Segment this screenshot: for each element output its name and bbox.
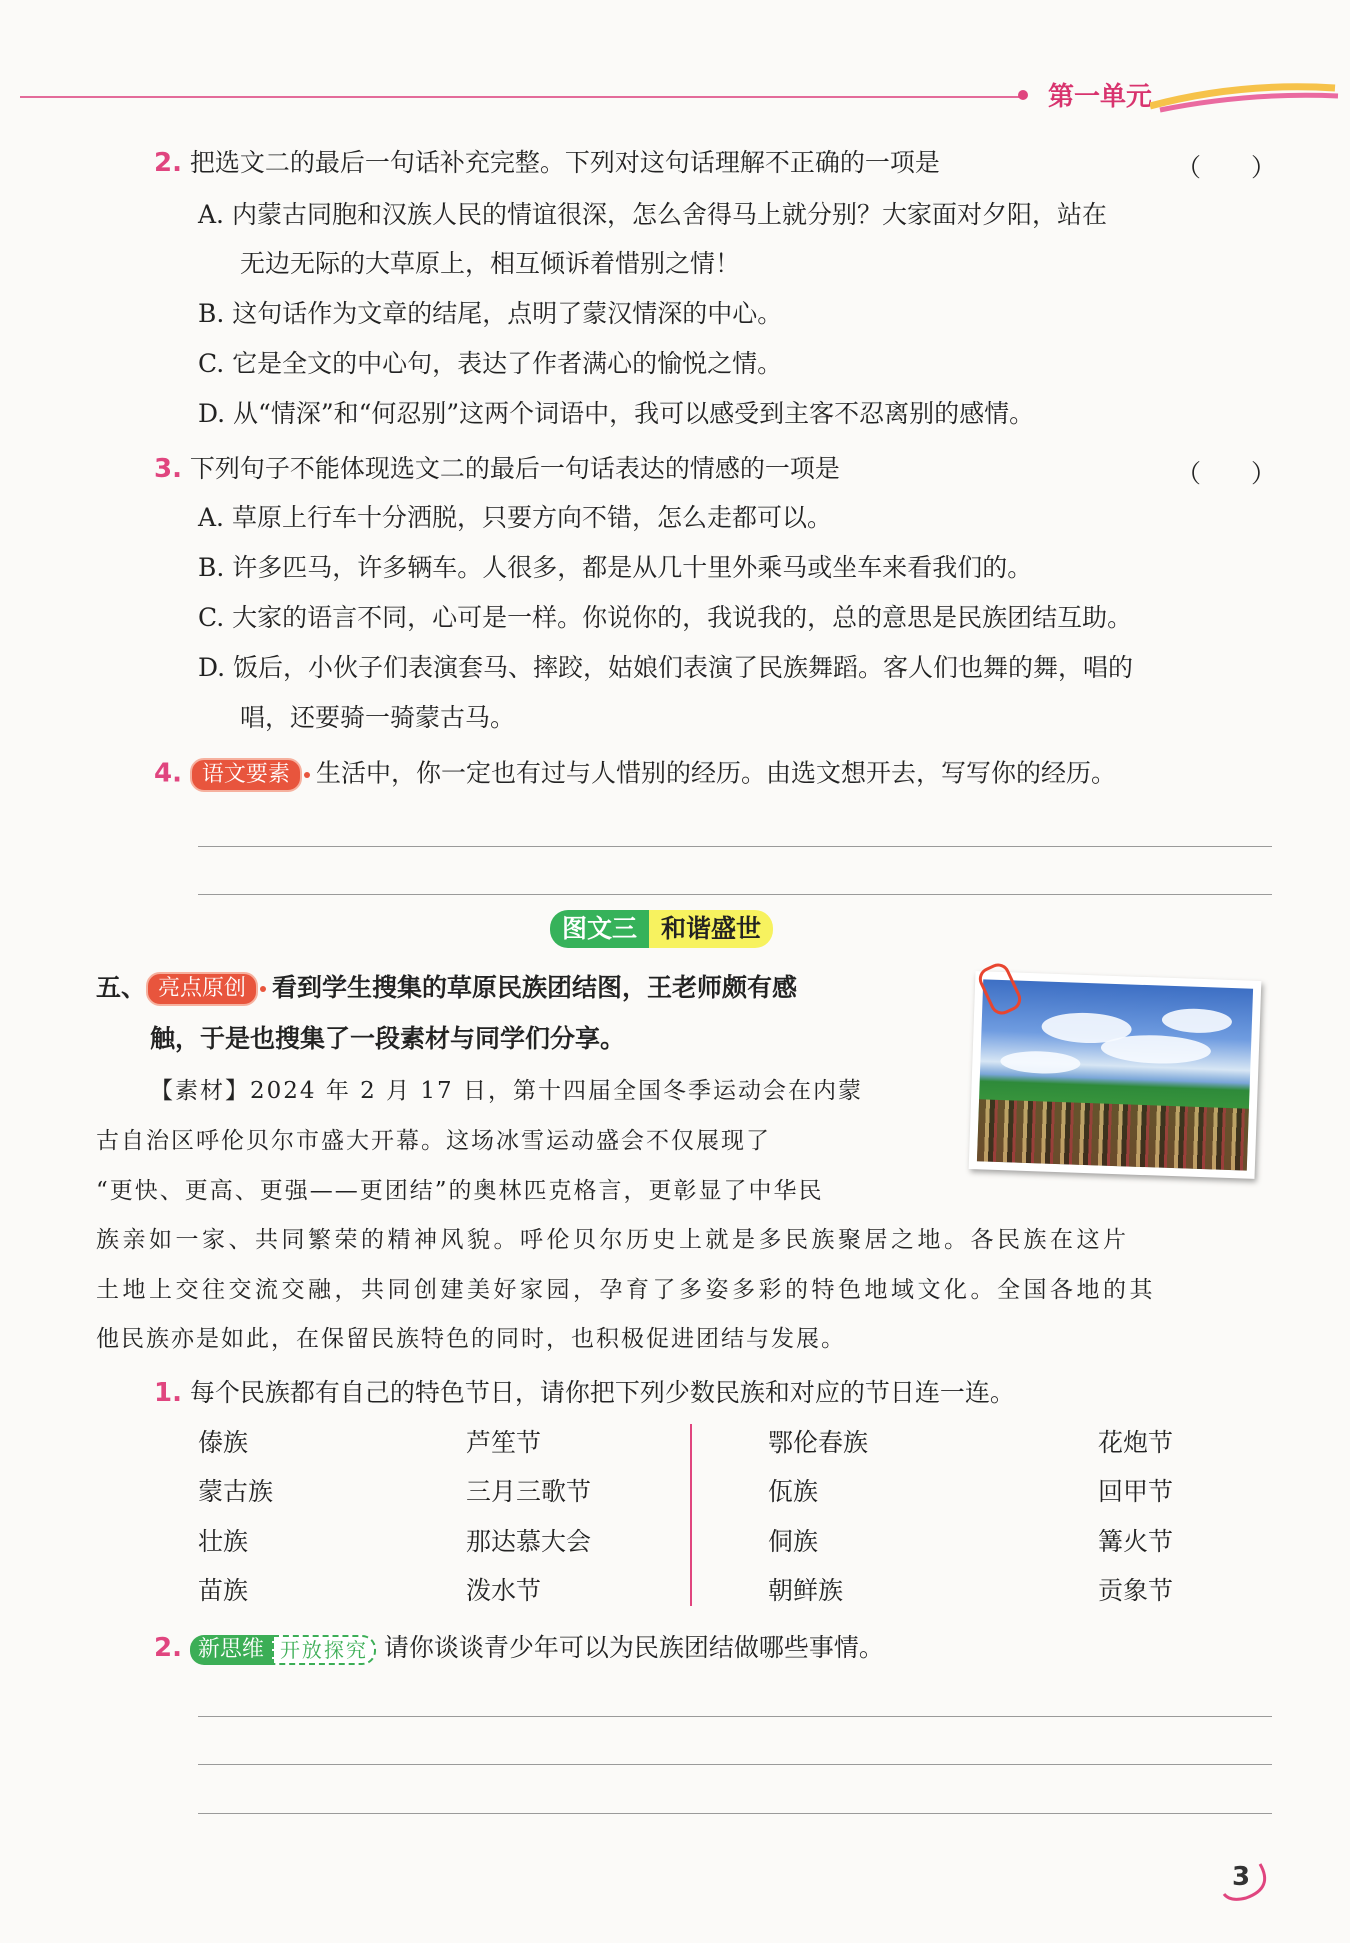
- material-line: 【素材】2024 年 2 月 17 日，第十四届全国冬季运动会在内蒙: [150, 1078, 863, 1104]
- ethnic-group[interactable]: 苗族: [198, 1576, 249, 1605]
- badge-xin-siwei: 新思维: [190, 1635, 272, 1665]
- option-a: A. 草原上行车十分洒脱，只要方向不错，怎么走都可以。: [198, 503, 832, 532]
- festival[interactable]: 回甲节: [1098, 1477, 1174, 1506]
- answer-line[interactable]: [198, 846, 1272, 847]
- festival[interactable]: 那达慕大会: [466, 1527, 592, 1556]
- page-number-swirl: [1220, 1858, 1270, 1906]
- answer-line[interactable]: [198, 1813, 1272, 1814]
- festival[interactable]: 芦笙节: [466, 1428, 542, 1457]
- badge-liangdian-yuanchuang: 亮点原创: [146, 972, 258, 1006]
- ethnic-group[interactable]: 佤族: [768, 1477, 819, 1506]
- header-dot: [1018, 90, 1028, 100]
- header-rule: [20, 96, 1020, 98]
- option-d: D. 从“情深”和“何忍别”这两个词语中，我可以感受到主客不忍离别的感情。: [198, 399, 1035, 428]
- question-stem: 请你谈谈青少年可以为民族团结做哪些事情。: [383, 1633, 884, 1662]
- question-2: 2. 把选文二的最后一句话补充完整。下列对这句话理解不正确的一项是: [154, 148, 940, 178]
- answer-parentheses[interactable]: （ ）: [1176, 153, 1277, 182]
- intro-text: 看到学生搜集的草原民族团结图，王老师颇有感: [272, 973, 798, 1002]
- ethnic-group[interactable]: 朝鲜族: [768, 1576, 844, 1605]
- option-b: B. 这句话作为文章的结尾，点明了蒙汉情深的中心。: [198, 299, 783, 328]
- option-d: D. 饭后，小伙子们表演套马、摔跤，姑娘们表演了民族舞蹈。客人们也舞的舞，唱的: [198, 653, 1134, 682]
- festival[interactable]: 篝火节: [1098, 1527, 1174, 1556]
- option-d-cont: 唱，还要骑一骑蒙古马。: [240, 703, 516, 732]
- festival[interactable]: 三月三歌节: [466, 1477, 592, 1506]
- part-number: 五、: [96, 973, 147, 1002]
- question-4: 4. 语文要素 生活中，你一定也有过与人惜别的经历。由选文想开去，写写你的经历。: [154, 758, 1116, 792]
- answer-parentheses[interactable]: （ ）: [1176, 459, 1277, 488]
- ethnic-group[interactable]: 侗族: [768, 1527, 819, 1556]
- unit-title: 第一单元: [1048, 82, 1153, 112]
- option-c: C. 它是全文的中心句，表达了作者满心的愉悦之情。: [198, 349, 783, 378]
- question-stem: 下列句子不能体现选文二的最后一句话表达的情感的一项是: [189, 454, 840, 483]
- question-3: 3. 下列句子不能体现选文二的最后一句话表达的情感的一项是: [154, 454, 840, 484]
- answer-line[interactable]: [198, 1716, 1272, 1717]
- column-divider: [690, 1424, 692, 1606]
- section-title: 和谐盛世: [649, 910, 773, 948]
- answer-line[interactable]: [198, 894, 1272, 895]
- part-5-question-1: 1. 每个民族都有自己的特色节日，请你把下列少数民族和对应的节日连一连。: [154, 1378, 1015, 1408]
- answer-line[interactable]: [198, 1764, 1272, 1765]
- option-a: A. 内蒙古同胞和汉族人民的情谊很深，怎么舍得马上就分别？大家面对夕阳，站在: [198, 200, 1107, 229]
- option-b: B. 许多匹马，许多辆车。人很多，都是从几十里外乘马或坐车来看我们的。: [198, 553, 1033, 582]
- material-line: “更快、更高、更强——更团结”的奥林匹克格言，更彰显了中华民: [96, 1178, 824, 1204]
- part-5-question-2: 2. 新思维 开放探究 请你谈谈青少年可以为民族团结做哪些事情。: [154, 1633, 884, 1663]
- ethnic-group[interactable]: 蒙古族: [198, 1477, 274, 1506]
- crowd: [977, 1099, 1249, 1170]
- material-line: 土地上交往交流交融，共同创建美好家园，孕育了多姿多彩的特色地域文化。全国各地的其: [96, 1277, 1156, 1303]
- material-line: 他民族亦是如此，在保留民族特色的同时，也积极促进团结与发展。: [96, 1326, 846, 1352]
- badge-kaifang-tanjiu: 开放探究: [272, 1635, 376, 1665]
- question-stem: 把选文二的最后一句话补充完整。下列对这句话理解不正确的一项是: [189, 148, 940, 177]
- header-swoosh: [1150, 78, 1340, 114]
- festival[interactable]: 花炮节: [1098, 1428, 1174, 1457]
- ethnic-group[interactable]: 鄂伦春族: [768, 1428, 869, 1457]
- material-line: 古自治区呼伦贝尔市盛大开幕。这场冰雪运动盛会不仅展现了: [96, 1128, 771, 1154]
- badge-yuwen-yaosu: 语文要素: [190, 758, 302, 792]
- page-number: 3: [1232, 1862, 1251, 1892]
- ethnic-group[interactable]: 壮族: [198, 1527, 249, 1556]
- option-a-cont: 无边无际的大草原上，相互倾诉着惜别之情！: [240, 249, 741, 278]
- question-stem: 每个民族都有自己的特色节日，请你把下列少数民族和对应的节日连一连。: [189, 1378, 1015, 1407]
- material-line: 族亲如一家、共同繁荣的精神风貌。呼伦贝尔历史上就是多民族聚居之地。各民族在这片: [96, 1227, 1130, 1253]
- ethnic-group[interactable]: 傣族: [198, 1428, 249, 1457]
- section-label: 图文三: [550, 910, 649, 948]
- festival[interactable]: 泼水节: [466, 1576, 542, 1605]
- part-5-intro-cont: 触，于是也搜集了一段素材与同学们分享。: [150, 1024, 626, 1053]
- section-header: [550, 910, 773, 948]
- part-5-intro: [96, 972, 797, 1006]
- photo-image: [977, 979, 1253, 1170]
- question-stem: 生活中，你一定也有过与人惜别的经历。由选文想开去，写写你的经历。: [315, 758, 1116, 788]
- festival[interactable]: 贡象节: [1098, 1576, 1174, 1605]
- badge-dot: [304, 772, 310, 778]
- badge-dot: [260, 986, 266, 992]
- option-c: C. 大家的语言不同，心可是一样。你说你的，我说我的，总的意思是民族团结互助。: [198, 603, 1133, 632]
